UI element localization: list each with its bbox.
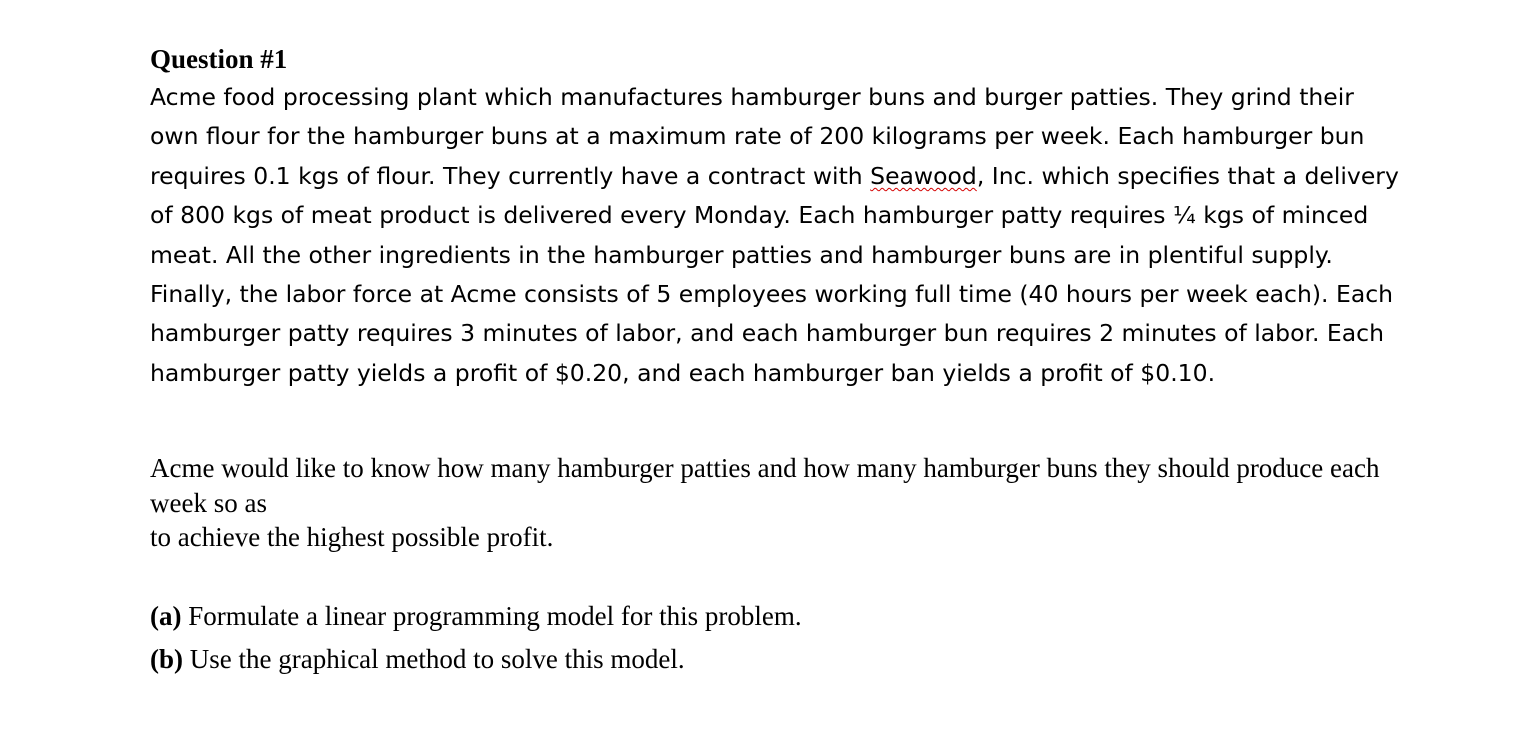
problem-paragraph — [150, 78, 1400, 393]
part-b-text: Use the graphical method to solve this model. — [183, 643, 685, 674]
part-a-text: Formulate a linear programming model for this problem. — [181, 600, 802, 631]
part-a-label: (a) — [150, 600, 182, 631]
document-page — [150, 40, 1400, 681]
part-a — [150, 595, 1400, 638]
spacer — [150, 555, 1400, 595]
spellcheck-flagged-word[interactable]: Seawood — [870, 161, 977, 190]
spacer — [150, 393, 1400, 451]
part-b — [150, 638, 1400, 681]
part-b-label: (b) — [150, 643, 183, 674]
goal-paragraph — [150, 451, 1400, 555]
question-title: Question #1 — [150, 44, 288, 74]
goal-line-2: to achieve the highest possible profit. — [150, 522, 554, 553]
problem-text-start: Acme food processing plant which manufactures hamburger buns and burger patties. They grind their own flour for the hamburger buns at a maximum rate of 200 kilograms per week. Each hamburger bun requires 0.1 kgs of flour. They currently have a contract with — [150, 83, 1365, 190]
goal-line-1: Acme would like to know how many hamburger patties and how many hamburger buns they should produce each week so as — [150, 453, 1380, 518]
problem-text-end: , Inc. which specifies that a delivery of 800 kgs of meat product is delivered every Monday. Each hamburger patty requires ¼ kgs of minced meat. All the other ingredients in the hamburger patties and hamburger buns are in plentiful supply. Finally, the labor force at Acme consists of 5 employees working full time (40 hours per week each). Each hamburger patty requires 3 minutes of labor, and each hamburger bun requires 2 minutes of labor. Each hamburger patty yields a profit of $0.20, and each hamburger ban yields a profit of $0.10. — [150, 161, 1399, 387]
